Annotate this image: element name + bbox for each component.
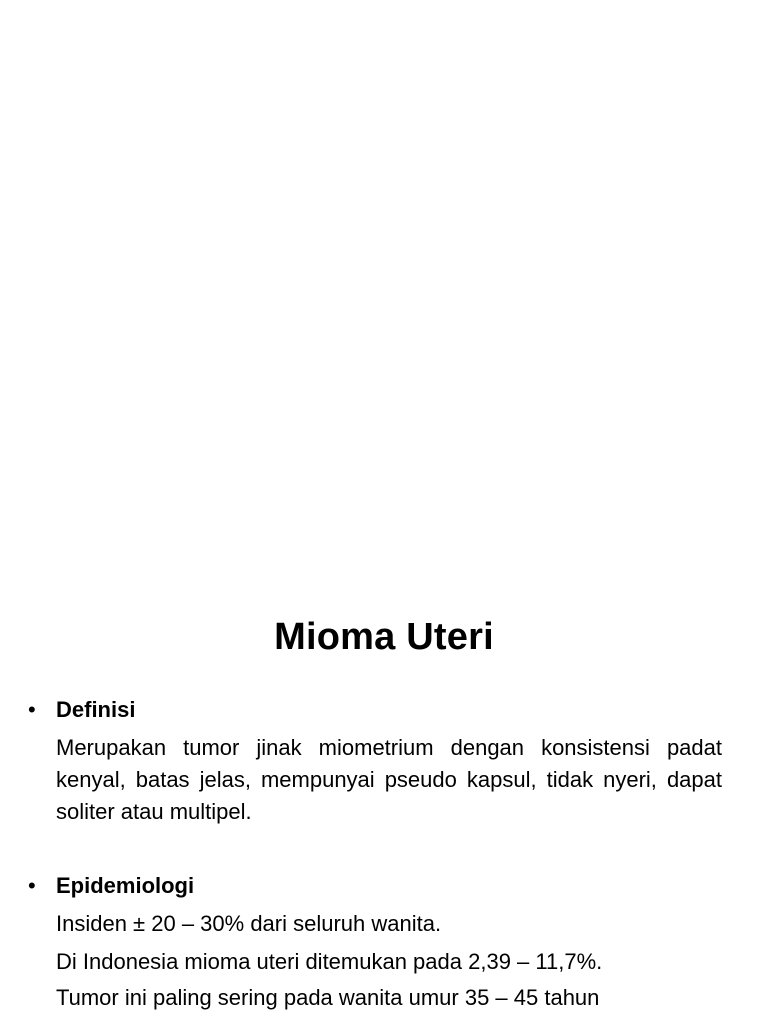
epidemiologi-line: Di Indonesia mioma uteri ditemukan pada 2,39 – 11,7%. (56, 949, 603, 974)
bullet-icon: • (28, 697, 36, 722)
bullet-heading-epidemiologi (28, 870, 722, 902)
heading-definisi: Definisi (56, 697, 136, 722)
slide-title: Mioma Uteri (274, 616, 494, 658)
section-epidemiologi (28, 870, 722, 1014)
bullet-icon: • (28, 873, 36, 898)
epidemiologi-line: Tumor ini paling sering pada wanita umur 35 – 45 tahun (56, 985, 600, 1010)
section-definisi (28, 694, 722, 828)
bullet-heading-definisi (28, 694, 722, 726)
definisi-text: Merupakan tumor jinak miometrium dengan konsistensi padat kenyal, batas jelas, mempunyai pseudo kapsul, tidak nyeri, dapat soliter atau multipel. (56, 735, 722, 824)
heading-epidemiologi: Epidemiologi (56, 873, 195, 898)
epidemiologi-line: Insiden ± 20 – 30% dari seluruh wanita. (56, 911, 442, 936)
